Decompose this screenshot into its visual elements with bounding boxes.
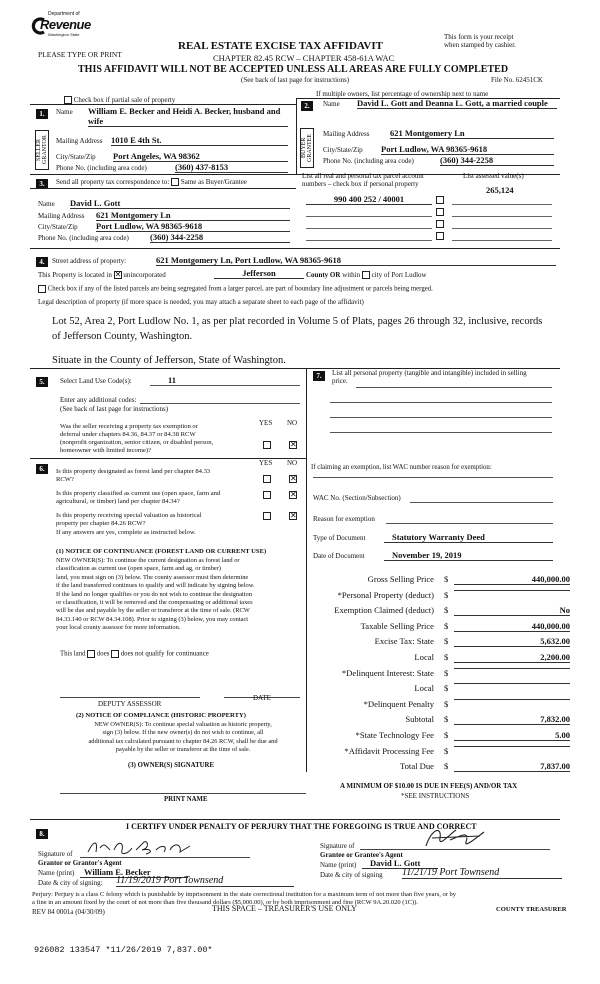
- tax-row-value: 2,200.00: [454, 652, 570, 663]
- tax-row-label: Local: [414, 683, 434, 694]
- buyer-city-label: City/State/Zip: [323, 146, 363, 154]
- tax-row-label: Excise Tax: State: [374, 636, 434, 647]
- parcel-pp-box-1-wrap: [436, 195, 444, 204]
- dor-logo: [30, 11, 92, 41]
- forest-q1-no-wrap: [289, 474, 297, 483]
- unincorporated-label: unincorporated: [123, 271, 166, 279]
- forest-q2-yes-checkbox[interactable]: [263, 491, 271, 499]
- tax-row-currency: $: [444, 667, 449, 678]
- buyer-phone: (360) 344-2258: [440, 155, 554, 166]
- personal-property-label-2: price.: [332, 377, 348, 385]
- seller-phone-label: Phone No. (including area code): [56, 164, 147, 172]
- logo-state: Washington State: [48, 32, 80, 37]
- tax-row-label: *Delinquent Penalty: [363, 698, 434, 709]
- buyer-phone-label: Phone No. (including area code): [323, 157, 414, 165]
- segregated-checkbox[interactable]: [38, 285, 46, 293]
- forest-q2-no-checkbox[interactable]: [289, 491, 297, 499]
- grantor-signature: [84, 836, 204, 858]
- correspondence-label: [56, 178, 247, 186]
- print-name-label: PRINT NAME: [164, 796, 208, 803]
- seller-tab: SELLER GRANTOR: [35, 130, 49, 170]
- within-label: within: [342, 271, 361, 279]
- same-as-buyer-label: Same as Buyer/Grantee: [180, 178, 247, 186]
- within-city-checkbox[interactable]: [362, 271, 370, 279]
- corr-city: Port Ludlow, WA 98365-9618: [96, 221, 290, 232]
- county-value: Jefferson: [214, 268, 304, 279]
- situate-line: Situate in the County of Jefferson, State of Washington.: [52, 355, 286, 366]
- seller-city-label: City/State/Zip: [56, 153, 96, 161]
- exemption-label: If claiming an exemption, list WAC number reason for exemption:: [311, 464, 492, 471]
- grantor-signature-label: Signature of: [38, 850, 73, 858]
- minimum-fee-note: A MINIMUM OF $10.00 IS DUE IN FEE(S) AND/OR TAX: [340, 782, 518, 790]
- buyer-city: Port Ludlow, WA 98365-9618: [381, 144, 554, 155]
- doc-date-label: Date of Document: [313, 552, 365, 560]
- forest-q1-yes-checkbox[interactable]: [263, 475, 271, 483]
- forest-no: NO: [287, 459, 298, 467]
- multiple-owners-note: If multiple owners, list percentage of ownership next to name: [316, 90, 489, 98]
- exempt-yes-wrap: [263, 440, 271, 449]
- personal-property-checkbox-1[interactable]: [436, 196, 444, 204]
- seller-name-label: Name: [56, 108, 73, 116]
- additional-codes-label: Enter any additional codes:: [60, 396, 137, 404]
- exempt-q-1: Was the seller receiving a property tax exemption or: [60, 423, 198, 430]
- section-7-marker: 7.: [313, 371, 325, 381]
- tax-row-value: No: [454, 605, 570, 616]
- compliance-line: NEW OWNER(S): To continue special valuation as historic property,: [94, 721, 272, 728]
- compliance-line: sign (3) below. If the new owner(s) do not wish to continue, all: [102, 729, 264, 737]
- grantor-name-label: Name (print): [38, 869, 75, 877]
- receipt-note-1: This form is your receipt: [444, 33, 514, 41]
- continuance-body: [56, 557, 302, 633]
- tax-row-value: [454, 746, 570, 747]
- owner-signature-label: (3) OWNER(S) SIGNATURE: [128, 762, 214, 769]
- grantor-date-label: Date & city of signing:: [38, 879, 103, 887]
- additional-codes-note: (See back of last page for instructions): [60, 405, 169, 413]
- tax-row-currency: $: [444, 761, 449, 772]
- doc-date: November 19, 2019: [384, 550, 553, 561]
- forest-q1-yes-wrap: [263, 474, 271, 483]
- forest-q3-2: property per chapter 84.26 RCW?: [56, 520, 146, 527]
- does-label: does: [96, 650, 110, 658]
- compliance-title: (2) NOTICE OF COMPLIANCE (HISTORIC PROPERTY): [76, 712, 246, 719]
- wac-label: WAC No. (Section/Subsection): [313, 494, 401, 502]
- parcel-label-2: numbers – check box if personal property: [302, 180, 419, 188]
- type-or-print: PLEASE TYPE OR PRINT: [38, 50, 122, 59]
- seller-name: William E. Becker and Heidi A. Becker, husband and wife: [88, 106, 288, 127]
- buyer-name-label: Name: [323, 100, 340, 108]
- continuance-line: if the land transferred continues to qualify and will indicate by signing below.: [56, 582, 255, 590]
- deputy-assessor: DEPUTY ASSESSOR: [98, 700, 162, 708]
- forest-q2-2: agricultural, or timber) land per chapter 84.34?: [56, 498, 180, 505]
- personal-property-label-1: List all personal property (tangible and intangible) included in selling: [332, 369, 527, 377]
- tax-row-value: 5,632.00: [454, 636, 570, 647]
- tax-row-currency: $: [444, 574, 449, 584]
- forest-q3-1: Is this property receiving special valuation as historical: [56, 512, 202, 519]
- grantee-name: David L. Gott: [362, 858, 438, 869]
- tax-row-currency: $: [444, 683, 449, 694]
- exempt-no-wrap: [289, 440, 297, 449]
- compliance-line: additional tax calculated pursuant to chapter 84.26 RCW, shall be due and: [88, 737, 278, 745]
- tax-row-currency: $: [444, 605, 449, 616]
- tax-row-value: 5.00: [454, 730, 570, 741]
- legal-line-2: of Jefferson County, Washington.: [52, 331, 193, 342]
- section-4-marker: 4.: [36, 257, 48, 267]
- land-use-label: Select Land Use Code(s):: [60, 377, 132, 385]
- parcel-pp-box-3-wrap: [436, 219, 444, 228]
- warning-line: THIS AFFIDAVIT WILL NOT BE ACCEPTED UNLESS ALL AREAS ARE FULLY COMPLETED: [78, 64, 509, 75]
- section-3-marker: 3.: [36, 179, 48, 189]
- grantee-agent-label: Grantee or Grantee's Agent: [320, 851, 403, 859]
- parcel-number: 990 400 252 / 40001: [306, 194, 432, 205]
- tax-row-label: Total Due: [399, 761, 434, 772]
- personal-property-checkbox-2[interactable]: [436, 208, 444, 216]
- tax-row-label: Subtotal: [405, 714, 434, 725]
- continuance-line: classification as current use (open space, farm and ag, or timber): [56, 565, 222, 573]
- street-label: Street address of property:: [52, 257, 127, 265]
- land-label: This land: [60, 650, 86, 658]
- corr-mailing: 621 Montgomery Ln: [96, 210, 290, 221]
- assessed-value: 265,124: [486, 185, 514, 195]
- exempt-q-3: (nonprofit organization, senior citizen, or disabled person,: [60, 439, 214, 446]
- see-back-note: (See back of last page for instructions): [241, 76, 350, 84]
- chapter-line: CHAPTER 82.45 RCW – CHAPTER 458-61A WAC: [213, 53, 395, 63]
- section-5-marker: 5.: [36, 377, 48, 387]
- tax-row-currency: $: [444, 698, 449, 709]
- located-label: This Property is located in: [38, 271, 112, 279]
- section-8-marker: 8.: [36, 829, 48, 839]
- tax-row-currency: $: [444, 714, 449, 725]
- perjury-line-1: Perjury: Perjury is a class C felony which is punishable by imprisonment in the state correctional institution for a maximum term of not more than five years, or by: [32, 891, 457, 898]
- tax-row-label: Gross Selling Price: [367, 574, 434, 584]
- tax-row-value: [454, 683, 570, 684]
- corr-mailing-label: Mailing Address: [38, 212, 85, 220]
- forest-q3-no-wrap: [289, 511, 297, 520]
- exempt-q-2: deferral under chapters 84.36, 84.37 or 84.38 RCW: [60, 431, 196, 438]
- buyer-tab: BUYER GRANTEE: [300, 128, 314, 168]
- county-or-line: [306, 271, 427, 279]
- exempt-no-checkbox[interactable]: [289, 441, 297, 449]
- section-1-marker: 1.: [36, 109, 48, 119]
- grantee-signature: [420, 824, 500, 852]
- continuance-line: land, you must sign on (3) below. The county assessor must then determine: [56, 573, 249, 581]
- grantor-date-city: 11/19/2019 Port Townsend: [116, 875, 294, 887]
- seller-mailing: 1010 E 4th St.: [111, 135, 288, 146]
- doc-type: Statutory Warranty Deed: [384, 532, 553, 543]
- forest-yes: YES: [259, 459, 273, 467]
- corr-city-label: City/State/Zip: [38, 223, 78, 231]
- land-use-code: 11: [168, 375, 177, 385]
- forest-if-yes: If any answers are yes, complete as instructed below.: [56, 529, 196, 536]
- forest-q3-yes-checkbox[interactable]: [263, 512, 271, 520]
- receipt-note-2: when stamped by cashier.: [444, 41, 516, 49]
- logo-name: Revenue: [40, 17, 91, 32]
- partial-sale-label: Check box if partial sale of property: [73, 96, 176, 104]
- grantee-date-city: 11/21/19 Port Townsend: [402, 867, 562, 879]
- continuance-line: If the land no longer qualifies or you do not wish to continue the designation: [56, 590, 252, 598]
- doc-type-label: Type of Document: [313, 534, 366, 542]
- buyer-mailing-label: Mailing Address: [323, 130, 370, 138]
- corr-name-label: Name: [38, 200, 55, 208]
- grantee-name-label: Name (print): [320, 861, 357, 869]
- same-as-buyer-checkbox[interactable]: [171, 178, 179, 186]
- tax-row-value: 440,000.00: [454, 574, 570, 585]
- compliance-line: payable by the seller or transferor at the time of sale.: [115, 746, 251, 754]
- county-or-label: County OR: [306, 271, 341, 279]
- seller-mailing-label: Mailing Address: [56, 137, 103, 145]
- parcel-pp-box-2-wrap: [436, 207, 444, 216]
- receipt-stamp: 926082 133547 *11/26/2019 7,837.00*: [34, 945, 213, 955]
- revision-label: REV 84 0001a (04/30/09): [32, 908, 105, 916]
- logo-dept: Department of: [48, 11, 80, 17]
- land-use-no: NO: [287, 419, 298, 427]
- forest-q3-yes-wrap: [263, 511, 271, 520]
- location-line: [38, 271, 166, 279]
- unincorporated-checkbox[interactable]: [114, 271, 122, 279]
- segregated-line: [38, 285, 433, 293]
- forest-q1-2: RCW?: [56, 476, 74, 483]
- buyer-mailing: 621 Montgomery Ln: [390, 128, 554, 139]
- legal-label: Legal description of property (if more space is needed, you may attach a separate sheet to each page of the affidavit): [38, 298, 364, 306]
- parcel-label-1: List all real and personal tax parcel account: [302, 172, 424, 180]
- tax-row-value: [454, 590, 570, 591]
- tax-row-label: *State Technology Fee: [355, 730, 434, 740]
- continuance-line: will be due and payable by the seller or transferor at the time of sale. (RCW: [56, 607, 250, 615]
- tax-row-value: 7,832.00: [454, 714, 570, 725]
- tax-row-value: [454, 668, 570, 669]
- does-not-label: does not qualify for continuance: [120, 650, 209, 658]
- forest-q2-no-wrap: [289, 490, 297, 499]
- corr-phone: (360) 344-2258: [150, 232, 290, 243]
- tax-row-label: *Delinquent Interest: State: [341, 667, 434, 678]
- forest-q2-1: Is this property classified as current use (open space, farm and: [56, 490, 221, 497]
- tax-row-currency: $: [444, 636, 449, 647]
- continuance-line: your local county assessor for more information.: [56, 624, 181, 632]
- parcel-pp-box-4-wrap: [436, 231, 444, 240]
- grantee-signature-label: Signature of: [320, 842, 355, 850]
- certify-statement: I CERTIFY UNDER PENALTY OF PERJURY THAT THE FOREGOING IS TRUE AND CORRECT: [126, 822, 477, 831]
- forest-q2-yes-wrap: [263, 490, 271, 499]
- exempt-q-4: homeowner with limited income)?: [60, 447, 152, 454]
- continuance-line: 84.33.140 or RCW 84.34.108). Prior to signing (3) below, you may contact: [56, 615, 249, 623]
- does-qualify-checkbox[interactable]: [87, 650, 95, 658]
- continuance-line: or classification, it will be removed and the compensating or additional taxes: [56, 599, 253, 607]
- land-use-yes: YES: [259, 419, 273, 427]
- tax-row-currency: $: [444, 730, 449, 740]
- corr-phone-label: Phone No. (including area code): [38, 234, 129, 242]
- treasurer-space: THIS SPACE – TREASURER'S USE ONLY: [212, 904, 357, 913]
- corr-name: David L. Gott: [70, 198, 290, 209]
- correspondence-label-text: Send all property tax correspondence to:: [56, 178, 170, 186]
- assessed-label: List assessed value(s): [463, 172, 524, 180]
- city-of-label: city of Port Ludlow: [371, 271, 427, 279]
- section-2-marker: 2.: [301, 101, 313, 111]
- tax-row-currency: $: [444, 620, 449, 631]
- section-6-marker: 6.: [36, 464, 48, 474]
- legal-line-1: Lot 52, Area 2, Port Ludlow No. 1, as per plat recorded in Volume 5 of Plats, pages 26 through 32, inclusive, records: [52, 316, 543, 327]
- land-qualify-line: [60, 650, 209, 658]
- tax-row-label: Local: [414, 652, 434, 662]
- tax-row-label: Taxable Selling Price: [360, 620, 434, 631]
- file-number: File No. 62451CK: [491, 76, 543, 84]
- property-street: 621 Montgomery Ln, Port Ludlow, WA 98365-9618: [156, 255, 556, 266]
- see-instructions: *SEE INSTRUCTIONS: [401, 792, 470, 800]
- forest-q1-1: Is this property designated as forest land per chapter 84.33: [56, 468, 211, 475]
- tax-row-value: 440,000.00: [454, 621, 570, 632]
- segregated-label: Check box if any of the listed parcels are being segregated from a larger parcel, are part of boundary line adjustment or parcels being merged.: [47, 285, 433, 293]
- does-not-qualify-checkbox[interactable]: [111, 650, 119, 658]
- personal-property-checkbox-3[interactable]: [436, 220, 444, 228]
- county-treasurer: COUNTY TREASURER: [496, 906, 567, 913]
- tax-row-currency: $: [444, 745, 449, 756]
- grantee-date-label: Date & city of signing: [320, 871, 383, 879]
- exempt-yes-checkbox[interactable]: [263, 441, 271, 449]
- page-title: REAL ESTATE EXCISE TAX AFFIDAVIT: [178, 40, 383, 52]
- reason-label: Reason for exemption: [313, 515, 375, 523]
- tax-row-value: [454, 699, 570, 700]
- tax-row-value: 7,837.00: [454, 761, 570, 772]
- perjury-line-2: a fine in an amount fixed by the court of not more than five thousand dollars ($5,000.00), or by both imprisonment and fine (RCW 9A.20.020 (1C)).: [32, 899, 419, 906]
- buyer-name: David L. Gott and Deanna L. Gott, a married couple: [357, 98, 557, 109]
- seller-phone: (360) 437-8153: [175, 162, 288, 173]
- tax-row-currency: $: [444, 589, 449, 600]
- forest-q3-no-checkbox[interactable]: [289, 512, 297, 520]
- tax-row-currency: $: [444, 652, 449, 662]
- tax-row-label: Exemption Claimed (deduct): [334, 605, 434, 616]
- grantor-agent-label: Grantor or Grantor's Agent: [38, 859, 122, 867]
- tax-row-label: *Personal Property (deduct): [337, 589, 434, 600]
- continuance-line: NEW OWNER(S): To continue the current designation as forest land or: [56, 557, 240, 564]
- forest-q1-no-checkbox[interactable]: [289, 475, 297, 483]
- tax-row-label: *Affidavit Processing Fee: [344, 745, 434, 756]
- grantor-name: William E. Becker: [80, 867, 188, 878]
- seller-city: Port Angeles, WA 98362: [113, 151, 288, 162]
- deputy-date: DATE: [253, 694, 271, 702]
- compliance-body: [60, 721, 306, 755]
- continuance-title: (1) NOTICE OF CONTINUANCE (FOREST LAND OR CURRENT USE): [56, 548, 267, 555]
- personal-property-checkbox-4[interactable]: [436, 232, 444, 240]
